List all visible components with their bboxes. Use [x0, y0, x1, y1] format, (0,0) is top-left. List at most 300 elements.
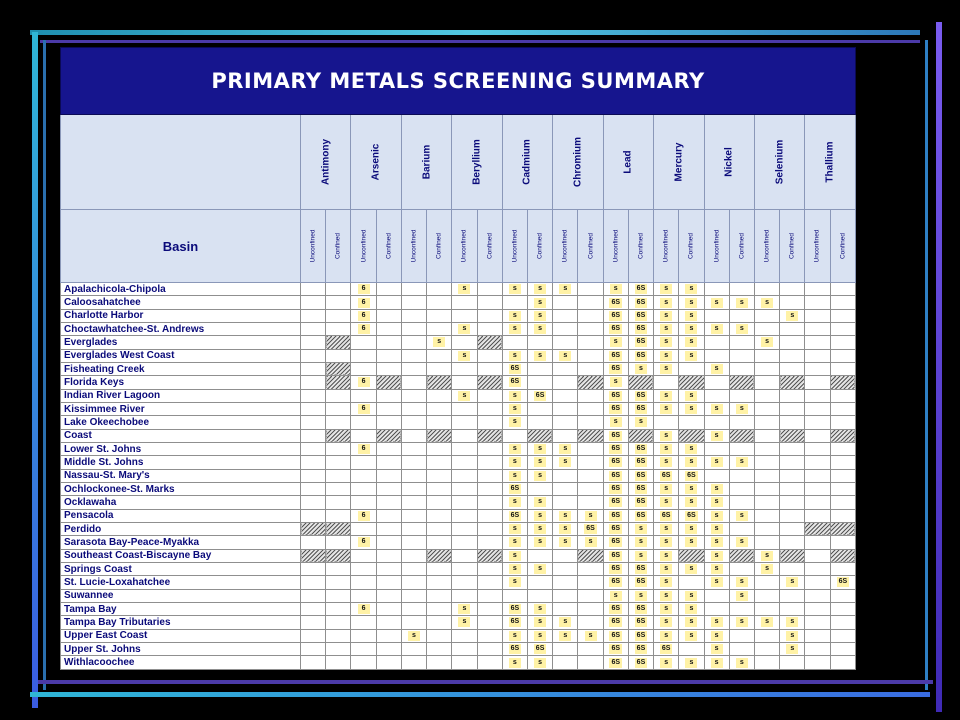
data-cell [477, 309, 502, 322]
screening-badge: 6S [611, 325, 621, 333]
data-cell [679, 389, 704, 402]
data-cell [452, 336, 477, 349]
hatched-cell [628, 429, 653, 442]
metal-label: Lead [622, 150, 634, 174]
screening-badge: s [458, 604, 470, 614]
data-cell [754, 389, 779, 402]
data-cell [301, 442, 326, 455]
data-cell [628, 602, 653, 615]
screening-badge: s [509, 631, 521, 641]
hatched-cell [805, 522, 830, 535]
screening-badge: s [736, 298, 748, 308]
screening-badge: s [660, 484, 672, 494]
screening-badge: s [685, 298, 697, 308]
screening-badge: s [509, 404, 521, 414]
data-cell [527, 482, 552, 495]
hatched-cell [326, 362, 351, 375]
data-cell [401, 616, 426, 629]
data-cell [553, 376, 578, 389]
data-cell [628, 402, 653, 415]
sub-label: Confined [536, 233, 544, 260]
data-cell [603, 402, 628, 415]
data-cell [502, 642, 527, 655]
screening-badge: 6 [358, 444, 370, 454]
screening-badge: 6S [510, 618, 520, 626]
data-cell [603, 629, 628, 642]
data-cell [805, 616, 830, 629]
data-cell [729, 629, 754, 642]
data-cell [427, 616, 452, 629]
screening-badge: s [660, 631, 672, 641]
screening-badge: s [660, 497, 672, 507]
data-cell [805, 283, 830, 296]
hatched-cell [477, 376, 502, 389]
data-cell [401, 482, 426, 495]
data-cell [603, 283, 628, 296]
data-cell [654, 589, 679, 602]
screening-badge: s [685, 604, 697, 614]
data-cell [553, 629, 578, 642]
data-cell [780, 642, 805, 655]
data-cell [628, 296, 653, 309]
screening-badge: s [736, 537, 748, 547]
data-cell [401, 536, 426, 549]
hatched-cell [301, 522, 326, 535]
screening-badge: 6S [611, 298, 621, 306]
data-cell [351, 416, 376, 429]
sub-header-unconfined [553, 210, 578, 283]
screening-badge: 6S [636, 471, 646, 479]
data-cell [830, 309, 856, 322]
screening-badge: s [534, 564, 546, 574]
screening-badge: s [736, 658, 748, 668]
metal-header-nickel [704, 114, 754, 209]
data-cell [452, 522, 477, 535]
data-cell [326, 656, 351, 670]
screening-badge: s [711, 364, 723, 374]
data-cell [654, 562, 679, 575]
sub-header-confined [679, 210, 704, 283]
screening-badge: 6S [636, 565, 646, 573]
data-cell [704, 296, 729, 309]
data-cell [376, 283, 401, 296]
data-cell [427, 536, 452, 549]
data-cell [427, 442, 452, 455]
data-cell [502, 496, 527, 509]
data-cell [780, 456, 805, 469]
data-cell [376, 536, 401, 549]
data-cell [477, 642, 502, 655]
screening-badge: 6S [611, 605, 621, 613]
data-cell [351, 576, 376, 589]
screening-badge: s [635, 591, 647, 601]
data-cell [326, 629, 351, 642]
data-cell [427, 496, 452, 509]
data-cell [502, 509, 527, 522]
screening-badge: 6S [510, 605, 520, 613]
hatched-cell [477, 549, 502, 562]
data-cell [301, 536, 326, 549]
data-cell [729, 656, 754, 670]
screening-badge: 6S [661, 645, 671, 653]
hatched-cell [427, 429, 452, 442]
data-cell [754, 522, 779, 535]
data-cell [704, 456, 729, 469]
data-cell [452, 536, 477, 549]
data-cell [729, 309, 754, 322]
screening-badge: s [534, 658, 546, 668]
data-cell [578, 456, 603, 469]
data-cell [401, 456, 426, 469]
data-cell [427, 629, 452, 642]
sub-header-unconfined [452, 210, 477, 283]
metal-label: Thallium [824, 141, 836, 183]
data-cell [301, 456, 326, 469]
data-cell [729, 522, 754, 535]
screening-badge: s [559, 617, 571, 627]
data-cell [427, 602, 452, 615]
screening-badge: s [534, 537, 546, 547]
screening-badge: s [685, 631, 697, 641]
data-cell [527, 629, 552, 642]
data-cell [830, 576, 856, 589]
data-cell [704, 576, 729, 589]
data-cell [351, 296, 376, 309]
data-cell [628, 442, 653, 455]
sub-label: Confined [587, 233, 595, 260]
screening-badge: 6 [358, 324, 370, 334]
data-cell [527, 296, 552, 309]
page-title: PRIMARY METALS SCREENING SUMMARY [61, 48, 856, 115]
data-cell [477, 656, 502, 670]
screening-badge: 6S [611, 618, 621, 626]
data-cell [326, 496, 351, 509]
screening-badge: s [635, 551, 647, 561]
screening-badge: s [660, 364, 672, 374]
screening-badge: s [660, 337, 672, 347]
sub-header-unconfined [805, 210, 830, 283]
basin-name: Florida Keys [61, 376, 301, 389]
data-cell [326, 536, 351, 549]
screening-badge: s [786, 577, 798, 587]
data-cell [527, 642, 552, 655]
screening-badge: s [534, 444, 546, 454]
screening-badge: 6S [636, 578, 646, 586]
data-cell [754, 402, 779, 415]
sub-header-row [61, 210, 856, 283]
screening-badge: s [559, 444, 571, 454]
data-cell [704, 389, 729, 402]
screening-badge: s [660, 577, 672, 587]
data-cell [578, 336, 603, 349]
metal-header-cadmium [502, 114, 552, 209]
data-cell [654, 416, 679, 429]
data-cell [376, 642, 401, 655]
sub-label: Unconfined [763, 229, 771, 263]
data-cell [502, 562, 527, 575]
screening-badge: s [534, 351, 546, 361]
screening-badge: s [458, 617, 470, 627]
sub-label: Unconfined [561, 229, 569, 263]
data-cell [780, 296, 805, 309]
data-cell [527, 589, 552, 602]
frame-bottom-purple [38, 680, 933, 684]
data-cell [427, 656, 452, 670]
data-cell [553, 349, 578, 362]
data-cell [553, 656, 578, 670]
data-cell [527, 442, 552, 455]
data-cell [301, 616, 326, 629]
data-cell [326, 576, 351, 589]
screening-badge: 6S [636, 658, 646, 666]
data-cell [628, 562, 653, 575]
data-cell [578, 323, 603, 336]
data-cell [679, 416, 704, 429]
data-cell [502, 602, 527, 615]
data-cell [578, 522, 603, 535]
data-cell [654, 336, 679, 349]
data-cell [729, 589, 754, 602]
data-cell [603, 522, 628, 535]
sub-label: Confined [839, 233, 847, 260]
sub-header-unconfined [351, 210, 376, 283]
data-cell [351, 389, 376, 402]
data-cell [754, 283, 779, 296]
metal-header-arsenic [351, 114, 401, 209]
hatched-cell [780, 376, 805, 389]
screening-badge: s [509, 457, 521, 467]
metal-header-thallium [805, 114, 856, 209]
data-cell [780, 349, 805, 362]
data-cell [603, 496, 628, 509]
screening-badge: s [660, 431, 672, 441]
data-cell [729, 616, 754, 629]
sub-label: Unconfined [460, 229, 468, 263]
screening-badge: s [534, 604, 546, 614]
data-cell [477, 629, 502, 642]
basin-name: Indian River Lagoon [61, 389, 301, 402]
data-cell [654, 629, 679, 642]
basin-name: St. Lucie-Loxahatchee [61, 576, 301, 589]
data-cell [452, 456, 477, 469]
sub-label: Unconfined [813, 229, 821, 263]
data-cell [830, 469, 856, 482]
data-cell [452, 549, 477, 562]
data-cell [527, 509, 552, 522]
basin-name: Perdido [61, 522, 301, 535]
data-cell [654, 442, 679, 455]
data-cell [452, 442, 477, 455]
data-cell [301, 509, 326, 522]
data-cell [527, 496, 552, 509]
data-cell [780, 442, 805, 455]
screening-badge: s [786, 311, 798, 321]
data-cell [401, 416, 426, 429]
data-cell [628, 522, 653, 535]
data-cell [830, 362, 856, 375]
data-cell [654, 309, 679, 322]
data-cell [527, 456, 552, 469]
data-cell [805, 602, 830, 615]
data-cell [427, 642, 452, 655]
sub-header-confined [326, 210, 351, 283]
data-cell [301, 376, 326, 389]
data-cell [805, 349, 830, 362]
data-cell [527, 309, 552, 322]
data-cell [477, 323, 502, 336]
data-cell [805, 376, 830, 389]
data-cell [729, 642, 754, 655]
data-cell [830, 629, 856, 642]
screening-badge: s [534, 284, 546, 294]
data-cell [704, 416, 729, 429]
data-cell [578, 389, 603, 402]
basin-name: Fisheating Creek [61, 362, 301, 375]
sub-header-confined [628, 210, 653, 283]
table-row [61, 336, 856, 349]
data-cell [679, 589, 704, 602]
data-cell [502, 469, 527, 482]
screening-badge: s [736, 591, 748, 601]
data-cell [452, 656, 477, 670]
data-cell [351, 656, 376, 670]
data-cell [704, 442, 729, 455]
screening-badge: s [761, 551, 773, 561]
screening-badge: 6S [611, 525, 621, 533]
data-cell [578, 496, 603, 509]
hatched-cell [376, 429, 401, 442]
data-cell [553, 416, 578, 429]
metal-label: Mercury [673, 142, 685, 182]
data-cell [477, 496, 502, 509]
screening-badge: 6S [611, 445, 621, 453]
data-cell [805, 656, 830, 670]
data-cell [805, 362, 830, 375]
metal-header-antimony [301, 114, 351, 209]
sub-header-confined [477, 210, 502, 283]
table-row [61, 283, 856, 296]
data-cell [679, 482, 704, 495]
data-cell [401, 602, 426, 615]
hatched-cell [729, 429, 754, 442]
data-cell [704, 589, 729, 602]
metal-header-barium [401, 114, 451, 209]
data-cell [780, 336, 805, 349]
data-cell [679, 616, 704, 629]
screening-badge: s [509, 324, 521, 334]
data-cell [351, 522, 376, 535]
data-cell [603, 549, 628, 562]
data-cell [805, 469, 830, 482]
data-cell [427, 562, 452, 575]
data-cell [527, 562, 552, 575]
data-cell [427, 576, 452, 589]
screening-badge: s [786, 644, 798, 654]
data-cell [527, 536, 552, 549]
data-cell [502, 576, 527, 589]
data-cell [603, 336, 628, 349]
screening-badge: s [509, 351, 521, 361]
screening-badge: s [786, 617, 798, 627]
data-cell [628, 469, 653, 482]
table-row [61, 469, 856, 482]
data-cell [603, 536, 628, 549]
data-cell [326, 602, 351, 615]
data-cell [326, 323, 351, 336]
screening-badge: s [685, 591, 697, 601]
basin-name: Middle St. Johns [61, 456, 301, 469]
data-cell [376, 389, 401, 402]
data-cell [376, 296, 401, 309]
screening-badge: 6S [510, 365, 520, 373]
data-cell [805, 549, 830, 562]
data-cell [301, 589, 326, 602]
data-cell [628, 496, 653, 509]
data-cell [301, 323, 326, 336]
data-cell [401, 496, 426, 509]
data-cell [477, 562, 502, 575]
data-cell [654, 576, 679, 589]
data-cell [679, 296, 704, 309]
data-cell [704, 362, 729, 375]
data-cell [553, 456, 578, 469]
screening-badge: 6S [636, 311, 646, 319]
data-cell [654, 656, 679, 670]
data-cell [301, 629, 326, 642]
data-cell [754, 309, 779, 322]
data-cell [830, 536, 856, 549]
screening-badge: 6S [611, 471, 621, 479]
data-cell [603, 456, 628, 469]
data-cell [628, 283, 653, 296]
basin-name: Lake Okeechobee [61, 416, 301, 429]
data-cell [477, 576, 502, 589]
screening-badge: s [509, 444, 521, 454]
data-cell [452, 469, 477, 482]
screening-badge: s [635, 364, 647, 374]
data-cell [603, 429, 628, 442]
screening-badge: 6S [636, 511, 646, 519]
metal-header-row [61, 114, 856, 209]
screening-badge: s [761, 337, 773, 347]
screening-badge: 6S [687, 471, 696, 479]
data-cell [351, 482, 376, 495]
data-cell [679, 496, 704, 509]
hatched-cell [376, 376, 401, 389]
data-cell [427, 349, 452, 362]
data-cell [754, 442, 779, 455]
sub-header-confined [427, 210, 452, 283]
data-cell [301, 656, 326, 670]
data-cell [654, 389, 679, 402]
data-cell [754, 496, 779, 509]
data-cell [326, 509, 351, 522]
screening-badge: s [559, 631, 571, 641]
data-cell [805, 482, 830, 495]
screening-badge: s [559, 537, 571, 547]
table-row [61, 496, 856, 509]
screening-badge: 6S [636, 391, 646, 399]
screening-badge: 6S [687, 511, 696, 519]
screening-badge: s [408, 631, 420, 641]
screening-badge: s [509, 564, 521, 574]
data-cell [452, 309, 477, 322]
sub-label: Confined [788, 233, 796, 260]
basin-name: Ocklawaha [61, 496, 301, 509]
data-cell [477, 349, 502, 362]
metal-label: Chromium [572, 136, 584, 187]
data-cell [830, 296, 856, 309]
